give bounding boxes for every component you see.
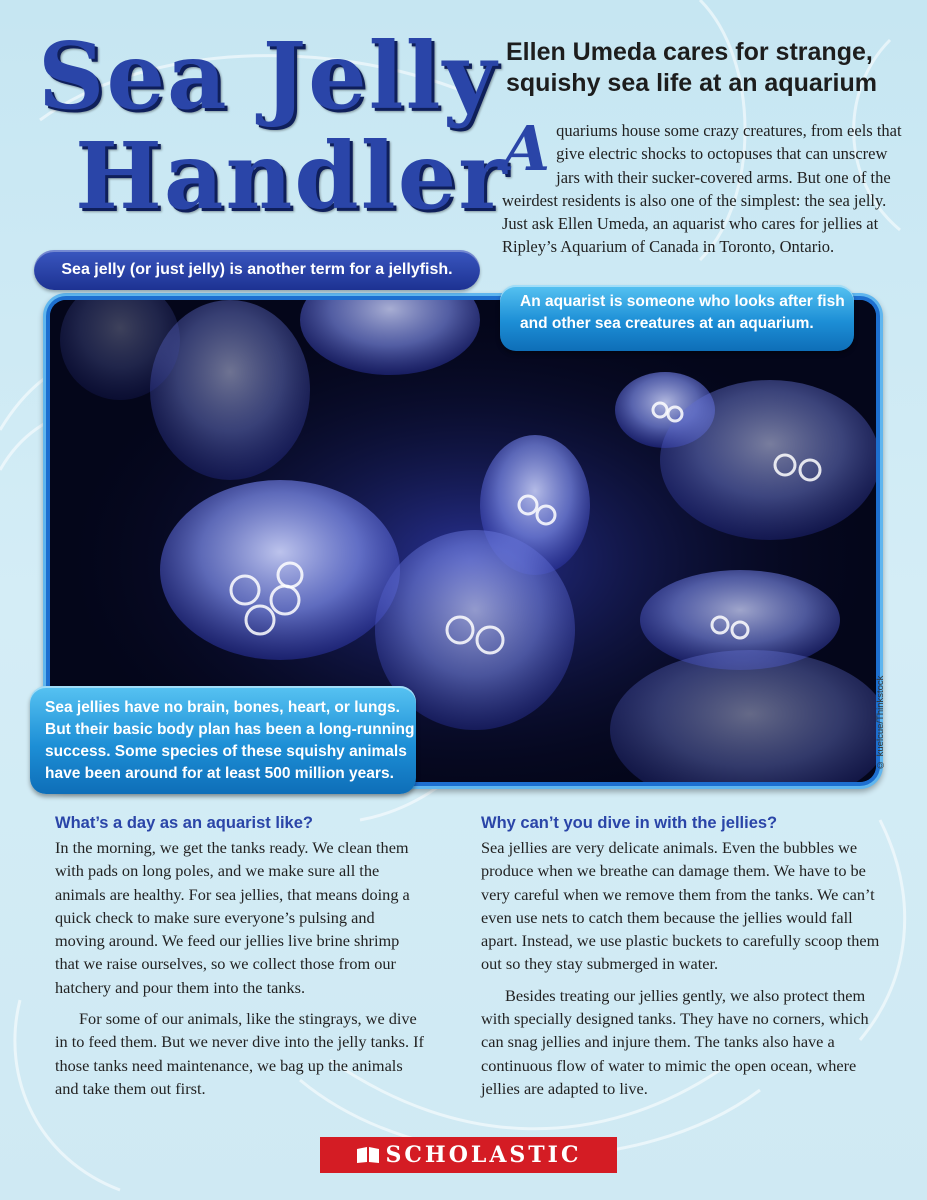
photo-credit: © kuelcue/Thinkstock xyxy=(875,675,886,770)
answer-1-paragraph-1: In the morning, we get the tanks ready. We clean them with pads on long poles, and we make sure all the animals are healthy. For sea jellies, that means doing a quick check to make sure everyone’s pulsing and moving around. We feed our jellies live brine shrimp that we raise ourselves, so we collect those from our hatchery and pour them into the tanks. xyxy=(55,838,410,997)
subheadline: Ellen Umeda cares for strange, squishy sea life at an aquarium xyxy=(506,38,877,97)
answer-1-paragraph-2: For some of our animals, like the stingrays, we dive in to feed them. But we never dive into the jelly tanks. If those tanks need maintenance, we bag up the animals and take them out first. xyxy=(55,1009,424,1098)
intro-text: quariums house some crazy creatures, from eels that give electric shocks to octopuses that can unscrew jars with their sucker-covered arms. But one of the weirdest residents is also one of the simplest: the sea jelly. Just ask Ellen Umeda, an aquarist who cares for jellies at Ripley’s Aquarium of Canada in Toronto, Ontario. xyxy=(502,121,902,257)
callout-sea-jelly-term: Sea jelly (or just jelly) is another term for a jellyfish. xyxy=(34,250,480,290)
question-heading-1: What’s a day as an aquarist like? xyxy=(55,814,313,832)
logo-text: SCHOLASTIC xyxy=(385,1142,582,1168)
title-line-1: Sea Jelly xyxy=(38,22,499,130)
answer-2-paragraph-2: Besides treating our jellies gently, we also protect them with specially designed tanks. They have no corners, which can snag jellies and injure them. The tanks also have a continuous flow of water to mimic the open ocean, where jellies are adapted to live. xyxy=(481,985,869,1098)
answer-2-paragraph-1: Sea jellies are very delicate animals. Even the bubbles we produce when we breathe can damage them. We have to be very careful when we remove them from the tanks. We can’t even use nets to catch them because the jellies would fall apart. Instead, we use plastic buckets to carefully scoop them out so they stay submerged in water. xyxy=(481,838,880,974)
open-book-icon xyxy=(356,1146,380,1164)
drop-cap: A xyxy=(502,112,551,185)
title-line-2: Handler xyxy=(75,122,509,230)
question-heading-2: Why can’t you dive in with the jellies? xyxy=(481,814,778,832)
answer-column-2 xyxy=(481,836,886,1100)
callout-body-plan: Sea jellies have no brain, bones, heart, or lungs. But their basic body plan has been a long-running success. Some species of these squishy animals have been around for at least 500 million years. xyxy=(30,686,416,794)
callout-aquarist-definition: An aquarist is someone who looks after fish and other sea creatures at an aquarium. xyxy=(500,285,854,351)
scholastic-logo xyxy=(320,1137,617,1173)
answer-column-1 xyxy=(55,836,425,1100)
intro-paragraph xyxy=(502,112,902,259)
